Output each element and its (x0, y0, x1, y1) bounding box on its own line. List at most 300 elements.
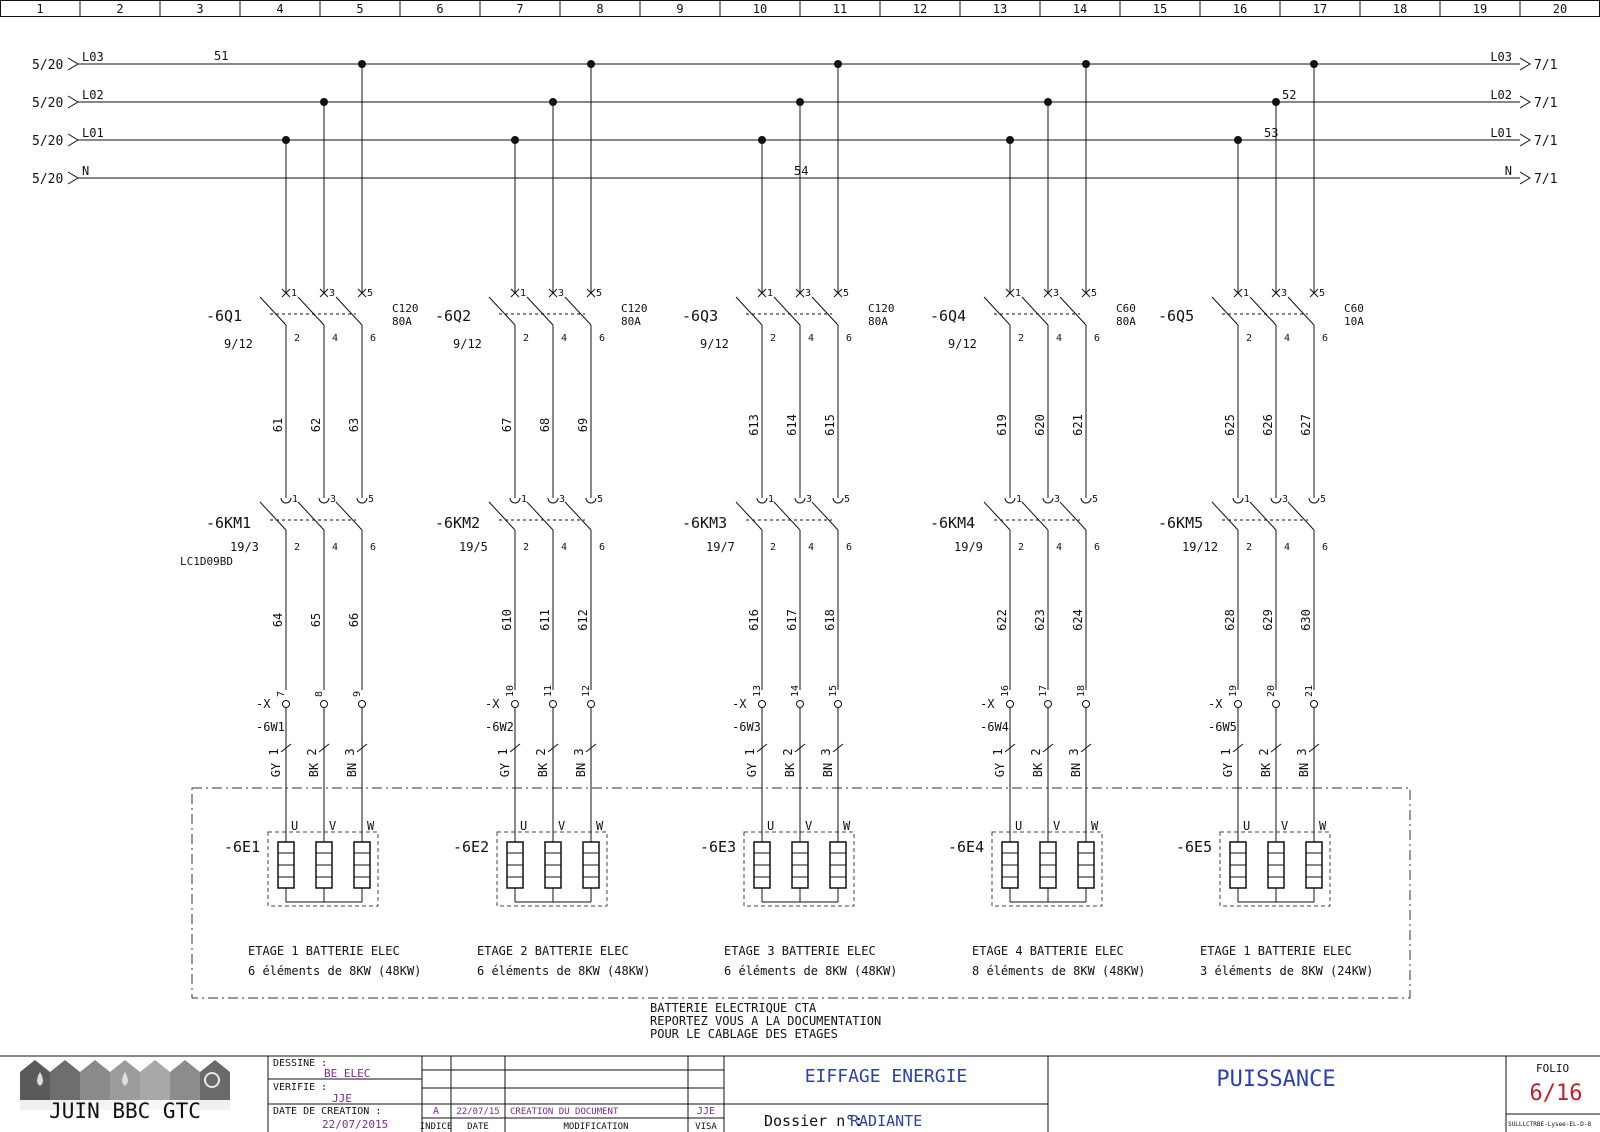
switch-blade (774, 297, 800, 325)
contactor-contact-icon (757, 498, 767, 503)
terminal-icon (835, 701, 842, 708)
terminal-prefix: -X (256, 697, 271, 711)
sheet-title: PUISSANCE (1216, 1067, 1336, 1092)
heater-feeders (180, 60, 1410, 998)
feeder-column (930, 60, 1145, 978)
terminal-number: 20 (1266, 684, 1277, 697)
pole-number-top: 1 (291, 288, 298, 299)
revision-modification: CREATION DU DOCUMENT (510, 1107, 619, 1117)
cable-core-color: BN (1297, 762, 1311, 778)
switch-blade (1250, 297, 1276, 325)
pole-number-bottom: 6 (1094, 333, 1101, 344)
contactor-contact-icon (357, 498, 367, 503)
pole-number-bottom: 2 (1018, 542, 1025, 553)
contactor-label: -6KM5 (1158, 514, 1204, 532)
cable-core-number: 1 (743, 748, 757, 756)
pole-number-top: 5 (367, 288, 374, 299)
pole-number-top: 1 (1243, 288, 1250, 299)
pole-number-top: 1 (520, 288, 527, 299)
bus-wire-tag: 54 (794, 164, 809, 178)
switch-blade (812, 502, 838, 530)
wire-number: 68 (538, 417, 552, 433)
switch-blade (527, 297, 553, 325)
pole-number-top: 3 (558, 288, 565, 299)
bus-left-ref: 5/20 (32, 172, 64, 187)
switch-blade (1250, 502, 1276, 530)
switch-blade (489, 502, 515, 530)
wire-number: 616 (747, 609, 761, 631)
cable-core-color: GY (993, 762, 1007, 778)
cable-core-number: 3 (572, 748, 586, 756)
contactor-contact-icon (1271, 498, 1281, 503)
folio-value: 6/16 (1529, 1081, 1583, 1106)
breaker-rating: C120 (392, 302, 419, 315)
terminal-number: 18 (1076, 684, 1087, 697)
feeder-column (180, 60, 421, 978)
ruler-number: 15 (1152, 2, 1168, 16)
pole-number-bottom: 6 (1094, 542, 1101, 553)
heater-description: ETAGE 4 BATTERIE ELEC (972, 944, 1124, 958)
feeder-column (435, 60, 650, 978)
heater-description: ETAGE 2 BATTERIE ELEC (477, 944, 629, 958)
pole-number-bottom: 2 (1246, 542, 1253, 553)
breaker-rating: C120 (621, 302, 648, 315)
breaker-label: -6Q1 (206, 307, 243, 325)
ruler-number: 4 (276, 2, 284, 16)
switch-blade (565, 502, 591, 530)
terminal-prefix: -X (1208, 697, 1223, 711)
cable-label: -6W5 (1208, 720, 1237, 734)
pole-number-top: 1 (1015, 288, 1022, 299)
terminal-number: 9 (352, 690, 363, 697)
contactor-contact-icon (1233, 498, 1243, 503)
switch-blade (736, 297, 762, 325)
cable-label: -6W4 (980, 720, 1009, 734)
pole-number-top: 1 (521, 494, 528, 505)
dossier-label: Dossier n°: (764, 1112, 864, 1130)
phase-letter: W (1091, 819, 1099, 833)
drawing-note (650, 1001, 881, 1041)
pole-number-top: 1 (292, 494, 299, 505)
terminal-icon (588, 701, 595, 708)
terminal-prefix: -X (732, 697, 747, 711)
contactor-ref: 19/12 (1182, 540, 1219, 554)
terminal-number: 19 (1228, 684, 1239, 697)
ruler-number: 18 (1392, 2, 1408, 16)
bus-wire-tag: 53 (1264, 126, 1279, 140)
switch-blade (1022, 297, 1048, 325)
contactor-contact-icon (1005, 498, 1015, 503)
terminal-number: 12 (581, 684, 592, 697)
bus-arrow-out-icon (1520, 172, 1530, 184)
breaker-label: -6Q3 (682, 307, 719, 325)
pole-number-top: 5 (596, 288, 603, 299)
pole-number-bottom: 4 (561, 333, 568, 344)
note-line: REPORTEZ VOUS A LA DOCUMENTATION (650, 1014, 882, 1028)
title-block (0, 1056, 1600, 1132)
dossier-value: RADIANTE (850, 1112, 923, 1130)
switch-blade (260, 502, 286, 530)
wire-number: 626 (1261, 414, 1275, 436)
revision-header-visa: VISA (695, 1122, 717, 1132)
switch-blade (774, 502, 800, 530)
wire-number: 619 (995, 414, 1009, 436)
cable-core-number: 3 (1295, 748, 1309, 756)
switch-blade (336, 297, 362, 325)
column-ruler (1, 0, 1600, 17)
heater-description: 6 éléments de 8KW (48KW) (724, 964, 898, 978)
pole-number-top: 3 (330, 494, 337, 505)
switch-blade (1212, 297, 1238, 325)
creation-date-value: 22/07/2015 (322, 1118, 389, 1131)
wire-number: 624 (1071, 609, 1085, 631)
cable-core-number: 1 (496, 748, 510, 756)
revision-date: 22/07/15 (456, 1107, 500, 1117)
breaker-ref: 9/12 (948, 337, 977, 351)
cable-core-color: GY (269, 762, 283, 778)
pole-number-bottom: 2 (1246, 333, 1253, 344)
ruler-number: 8 (596, 2, 604, 16)
breaker-ref: 9/12 (453, 337, 482, 351)
contactor-ref: 19/3 (230, 540, 259, 554)
ruler-number: 7 (516, 2, 524, 16)
cable-label: -6W2 (485, 720, 514, 734)
cable-core-number: 2 (534, 748, 548, 756)
pole-number-top: 1 (768, 494, 775, 505)
heater-description: ETAGE 1 BATTERIE ELEC (248, 944, 400, 958)
cable-core-number: 3 (343, 748, 357, 756)
pole-number-bottom: 4 (332, 333, 339, 344)
verified-by-value: JJE (332, 1092, 352, 1105)
cable-core-color: BN (1069, 762, 1083, 778)
wire-number: 65 (309, 612, 323, 628)
switch-blade (527, 502, 553, 530)
bus-wire-tag: 52 (1282, 88, 1297, 102)
cable-core-number: 2 (305, 748, 319, 756)
note-line: POUR LE CABLAGE DES ETAGES (650, 1027, 838, 1041)
folio-label: FOLIO (1536, 1062, 1570, 1075)
revision-header-modification: MODIFICATION (563, 1122, 629, 1132)
pole-number-top: 1 (1016, 494, 1023, 505)
breaker-rating: 80A (621, 315, 641, 328)
wire-number: 625 (1223, 414, 1237, 436)
contactor-label: -6KM3 (682, 514, 728, 532)
contactor-contact-icon (510, 498, 520, 503)
pole-number-bottom: 2 (294, 333, 301, 344)
pole-number-top: 5 (844, 494, 851, 505)
phase-letter: W (596, 819, 604, 833)
pole-number-top: 1 (767, 288, 774, 299)
wire-number: 615 (823, 414, 837, 436)
terminal-icon (550, 701, 557, 708)
wire-number: 63 (347, 417, 361, 433)
contactor-contact-icon (319, 498, 329, 503)
heater-label: -6E4 (948, 838, 985, 856)
bus-arrow-out-icon (1520, 58, 1530, 70)
bus-right-ref: 7/1 (1534, 134, 1558, 149)
cable-core-number: 1 (991, 748, 1005, 756)
contactor-contact-icon (281, 498, 291, 503)
wire-number: 628 (1223, 609, 1237, 631)
terminal-icon (1045, 701, 1052, 708)
cable-core-number: 2 (1029, 748, 1043, 756)
creation-date-label: DATE DE CREATION : (273, 1106, 382, 1117)
terminal-icon (1311, 701, 1318, 708)
bus-arrow-in-icon (68, 58, 78, 70)
cable-core-color: GY (1221, 762, 1235, 778)
pole-number-bottom: 4 (332, 542, 339, 553)
ruler-number: 16 (1232, 2, 1248, 16)
contactor-contact-icon (1309, 498, 1319, 503)
switch-blade (260, 297, 286, 325)
cable-core-color: BK (783, 762, 797, 778)
terminal-number: 16 (1000, 684, 1011, 697)
wire-number: 629 (1261, 609, 1275, 631)
pole-number-top: 3 (329, 288, 336, 299)
contactor-ref: 19/9 (954, 540, 983, 554)
pole-number-bottom: 6 (370, 333, 377, 344)
wire-number: 622 (995, 609, 1009, 631)
ruler-number: 14 (1072, 2, 1088, 16)
pole-number-top: 3 (559, 494, 566, 505)
contactor-contact-icon (1081, 498, 1091, 503)
cable-core-color: BN (821, 762, 835, 778)
revision-header-date: DATE (467, 1122, 489, 1132)
heater-description: 6 éléments de 8KW (48KW) (248, 964, 422, 978)
wire-number: 623 (1033, 609, 1047, 631)
pole-number-bottom: 2 (1018, 333, 1025, 344)
company-logo (20, 1060, 230, 1123)
pole-number-bottom: 4 (1056, 542, 1063, 553)
breaker-ref: 9/12 (224, 337, 253, 351)
breaker-rating: 80A (392, 315, 412, 328)
ruler-number: 3 (196, 2, 204, 16)
terminal-number: 14 (790, 684, 801, 697)
terminal-icon (1273, 701, 1280, 708)
cable-core-number: 3 (1067, 748, 1081, 756)
breaker-rating: 80A (868, 315, 888, 328)
cable-label: -6W3 (732, 720, 761, 734)
revision-header-index: INDICE (419, 1122, 453, 1132)
wire-number: 620 (1033, 414, 1047, 436)
drawn-by-value: BE ELEC (324, 1067, 371, 1080)
terminal-number: 15 (828, 684, 839, 697)
pole-number-top: 5 (597, 494, 604, 505)
wire-number: 61 (271, 417, 285, 433)
wire-number: 627 (1299, 414, 1313, 436)
pole-number-bottom: 2 (523, 542, 530, 553)
terminal-number: 10 (505, 684, 516, 697)
switch-blade (1022, 502, 1048, 530)
terminal-icon (359, 701, 366, 708)
pole-number-top: 3 (1281, 288, 1288, 299)
bus-right-label: L02 (1490, 88, 1512, 102)
heater-description: 6 éléments de 8KW (48KW) (477, 964, 651, 978)
phase-letter: V (558, 819, 566, 833)
contactor-label: -6KM4 (930, 514, 976, 532)
pole-number-top: 3 (806, 494, 813, 505)
cable-core-color: BN (345, 762, 359, 778)
bus-arrow-in-icon (68, 134, 78, 146)
wire-number: 621 (1071, 414, 1085, 436)
contactor-part: LC1D09BD (180, 555, 233, 568)
logo-text: JUIN BBC GTC (49, 1099, 201, 1123)
pole-number-top: 3 (805, 288, 812, 299)
wire-number: 610 (500, 609, 514, 631)
breaker-label: -6Q4 (930, 307, 967, 325)
bus-right-label: L03 (1490, 50, 1512, 64)
cable-core-number: 3 (819, 748, 833, 756)
bus-left-ref: 5/20 (32, 58, 64, 73)
cable-core-number: 2 (1257, 748, 1271, 756)
pole-number-top: 3 (1282, 494, 1289, 505)
pole-number-bottom: 4 (561, 542, 568, 553)
switch-blade (298, 297, 324, 325)
heater-label: -6E2 (453, 838, 490, 856)
phase-letter: U (291, 819, 299, 833)
breaker-label: -6Q2 (435, 307, 472, 325)
cable-core-color: BK (1031, 762, 1045, 778)
pole-number-top: 5 (1320, 494, 1327, 505)
feeder-column (682, 60, 897, 978)
contactor-contact-icon (795, 498, 805, 503)
pole-number-bottom: 6 (370, 542, 377, 553)
breaker-rating: C60 (1344, 302, 1364, 315)
heater-description: 8 éléments de 8KW (48KW) (972, 964, 1146, 978)
pole-number-top: 5 (1092, 494, 1099, 505)
breaker-rating: C60 (1116, 302, 1136, 315)
phase-letter: U (1015, 819, 1023, 833)
wire-number: 612 (576, 609, 590, 631)
terminal-icon (1083, 701, 1090, 708)
contactor-label: -6KM2 (435, 514, 481, 532)
breaker-label: -6Q5 (1158, 307, 1195, 325)
bus-left-ref: 5/20 (32, 96, 64, 111)
phase-letter: W (1319, 819, 1327, 833)
contactor-contact-icon (586, 498, 596, 503)
phase-letter: W (367, 819, 375, 833)
drawn-by-label: DESSINE : (273, 1058, 328, 1069)
pole-number-top: 5 (1091, 288, 1098, 299)
pole-number-bottom: 6 (1322, 333, 1329, 344)
switch-blade (336, 502, 362, 530)
ruler-number: 5 (356, 2, 364, 16)
breaker-rating: C120 (868, 302, 895, 315)
wire-number: 62 (309, 417, 323, 433)
revision-index: A (432, 1106, 440, 1117)
ruler-number: 11 (832, 2, 848, 16)
feeder-column (1158, 60, 1373, 978)
wire-number: 66 (347, 612, 361, 628)
ruler-number: 19 (1472, 2, 1488, 16)
power-busbars (32, 49, 1557, 187)
pole-number-bottom: 2 (770, 542, 777, 553)
ruler-number: 12 (912, 2, 928, 16)
cable-core-color: BK (307, 762, 321, 778)
file-reference: SULLLCTRBE-Lysee-EL-D-8 (1508, 1121, 1592, 1128)
switch-blade (1212, 502, 1238, 530)
switch-blade (984, 297, 1010, 325)
terminal-number: 7 (276, 690, 287, 697)
switch-blade (1288, 502, 1314, 530)
cable-core-color: BK (1259, 762, 1273, 778)
contactor-contact-icon (548, 498, 558, 503)
heater-description: 3 éléments de 8KW (24KW) (1200, 964, 1374, 978)
pole-number-bottom: 4 (808, 333, 815, 344)
bus-arrow-in-icon (68, 172, 78, 184)
wire-number: 618 (823, 609, 837, 631)
bus-left-label: L02 (82, 88, 104, 102)
phase-letter: U (520, 819, 528, 833)
switch-blade (736, 502, 762, 530)
pole-number-top: 1 (1244, 494, 1251, 505)
bus-left-ref: 5/20 (32, 134, 64, 149)
pole-number-bottom: 2 (770, 333, 777, 344)
heater-description: ETAGE 1 BATTERIE ELEC (1200, 944, 1352, 958)
pole-number-bottom: 6 (599, 542, 606, 553)
bus-arrow-in-icon (68, 96, 78, 108)
terminal-icon (797, 701, 804, 708)
breaker-ref: 9/12 (700, 337, 729, 351)
wire-number: 69 (576, 417, 590, 433)
pole-number-bottom: 4 (1284, 333, 1291, 344)
wire-number: 613 (747, 414, 761, 436)
switch-blade (489, 297, 515, 325)
pole-number-bottom: 2 (294, 542, 301, 553)
cable-core-number: 1 (1219, 748, 1233, 756)
wire-number: 611 (538, 609, 552, 631)
terminal-number: 13 (752, 684, 763, 697)
terminal-icon (1235, 701, 1242, 708)
terminal-number: 17 (1038, 684, 1049, 697)
cable-core-color: BN (574, 762, 588, 778)
terminal-icon (759, 701, 766, 708)
bus-arrow-out-icon (1520, 134, 1530, 146)
wire-number: 64 (271, 612, 285, 628)
pole-number-top: 5 (368, 494, 375, 505)
pole-number-top: 3 (1053, 288, 1060, 299)
ruler-number: 2 (116, 2, 124, 16)
heater-label: -6E5 (1176, 838, 1213, 856)
pole-number-bottom: 6 (599, 333, 606, 344)
breaker-rating: 10A (1344, 315, 1364, 328)
bus-left-label: L01 (82, 126, 104, 140)
terminal-number: 8 (314, 690, 325, 697)
terminal-number: 11 (543, 684, 554, 697)
cable-core-number: 1 (267, 748, 281, 756)
pole-number-bottom: 4 (1284, 542, 1291, 553)
heater-label: -6E1 (224, 838, 261, 856)
terminal-icon (1007, 701, 1014, 708)
switch-blade (1288, 297, 1314, 325)
ruler-number: 10 (752, 2, 768, 16)
cable-label: -6W1 (256, 720, 285, 734)
ruler-number: 1 (36, 2, 44, 16)
phase-letter: U (1243, 819, 1251, 833)
switch-blade (984, 502, 1010, 530)
phase-letter: V (805, 819, 813, 833)
ruler-number: 9 (676, 2, 684, 16)
breaker-rating: 80A (1116, 315, 1136, 328)
phase-letter: V (1281, 819, 1289, 833)
contactor-label: -6KM1 (206, 514, 252, 532)
contactor-ref: 19/5 (459, 540, 488, 554)
bus-left-label: N (82, 164, 90, 178)
bus-right-ref: 7/1 (1534, 96, 1558, 111)
bus-right-ref: 7/1 (1534, 172, 1558, 187)
switch-blade (298, 502, 324, 530)
contactor-contact-icon (1043, 498, 1053, 503)
